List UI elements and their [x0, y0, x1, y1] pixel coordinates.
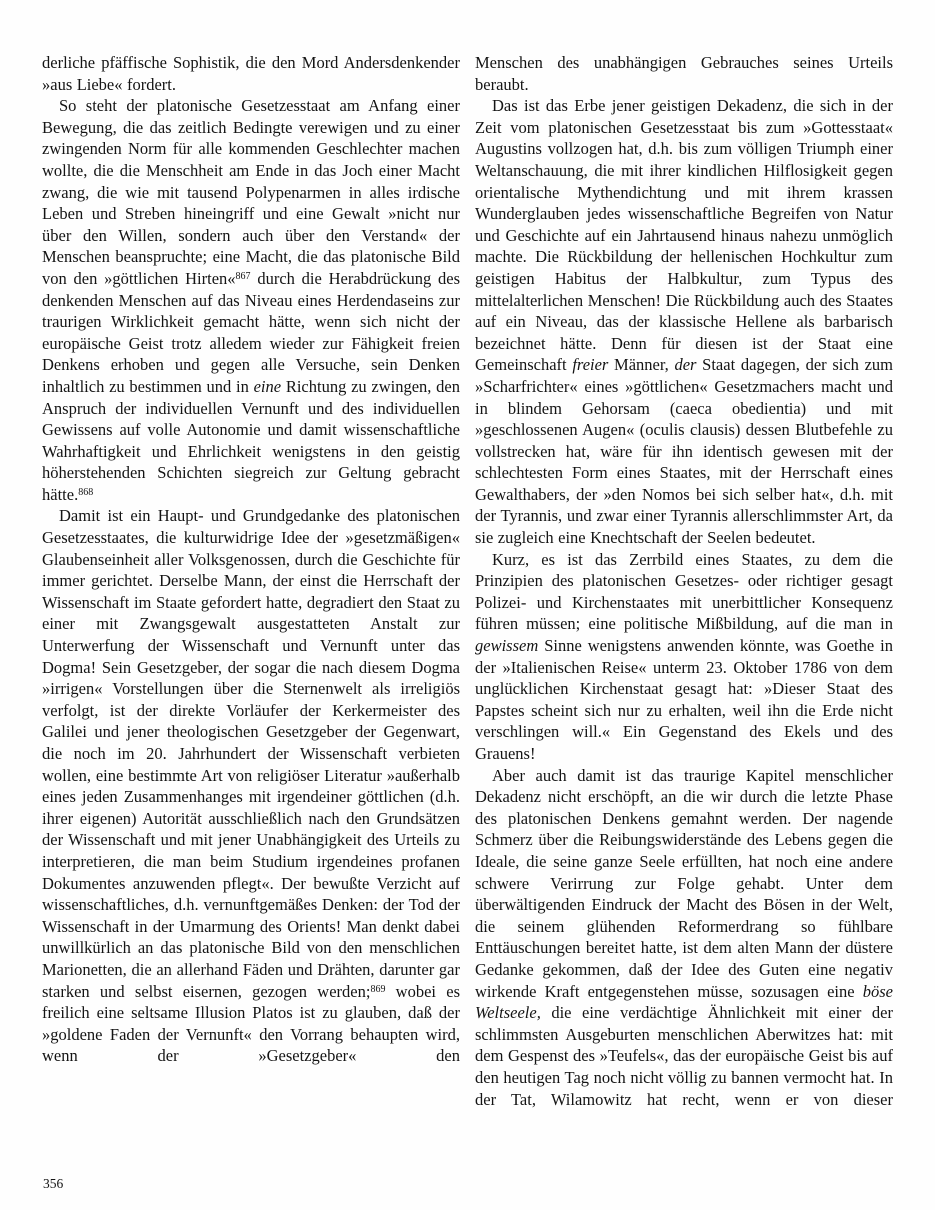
footnote-reference: 869 — [370, 984, 386, 996]
body-text: Staat dagegen, der sich zum »Scharfrichter« eines »göttlichen« Gesetzmachers macht und in blindem Gehorsam (caeca obedientia) und mit »geschlossenen Augen« (oculis clausis) dessen Blutbefehle zu vollstrecken hat, wäre für ihn identisch gewesen mit der schlechtesten Form eines Staates, mit der Herrschaft eines Gewalthabers, der »den Nomos bei sich selber hat«, d.h. mit der Tyrannis, und zwar einer Tyrannis allerschlimmster Art, da sie zugleich eine Knechtschaft der Seelen bedeutet. — [475, 355, 893, 548]
body-text: durch die Herabdrückung des denkenden Menschen auf das Niveau eines Herdendaseins zur traurigen Wirklichkeit gemacht hätte, wenn sich nicht der europäische Geist trotz alledem wieder zur Fähigkeit freien Denkens erhoben und gegen alle Versuche, sein Denken inhaltlich zu bestimmen und in — [42, 268, 460, 396]
body-text: Menschen des unabhängigen Gebrauches seines Urteils beraubt. — [475, 53, 893, 94]
italic-text: der — [674, 355, 697, 375]
paragraph — [42, 52, 460, 95]
italic-text: freier — [572, 355, 609, 375]
body-text: Männer, — [608, 355, 675, 375]
italic-text: gewissem — [475, 636, 539, 656]
italic-text: eine — [253, 376, 282, 396]
italic-text: böse Weltseele, — [475, 981, 893, 1023]
paragraph — [475, 95, 893, 548]
body-text: Kurz, es ist das Zerrbild eines Staates, zu dem die Prinzipien des platonischen Gesetzes- oder richtiger gesagt Polizei- und Kirchenstaates mit unerbittlicher Konsequenz führen müssen; eine politische Mißbildung, auf die man in — [475, 549, 893, 634]
body-text: Richtung zu zwingen, den Anspruch der individuellen Vernunft und des individuellen Gewissens auf volle Autonomie und damit wissenschaftliche Wahrhaftigkeit und Ehrlichkeit wenigstens in den geistig höherstehenden Schichten siegreich zur Geltung gebracht hätte. — [42, 376, 460, 504]
left-column — [42, 52, 460, 1110]
body-text: So steht der platonische Gesetzesstaat am Anfang einer Bewegung, die das zeitlich Bedingte verewigen und zu einer zwingenden Norm für alle kommenden Geschlechter machen wollte, die die Menschheit am Ende in das Joch einer Macht zwang, die wie mit tausend Polypenarmen in alles irdische Leben und Streben hineingriff und eine Gewalt »nicht nur über den Willen, sondern auch über den Verstand« der Menschen beanspruchte; eine Macht, die das platonische Bild von den »göttlichen Hirten« — [42, 96, 460, 288]
text-area — [42, 52, 893, 1110]
body-text: Damit ist ein Haupt- und Grundgedanke des platonischen Gesetzesstaates, die kulturwidrige Idee der »gesetzmäßigen« Glaubenseinheit aller Volksgenossen, durch die Geschichte für immer gerichtet. Derselbe Mann, der einst die Herrschaft der Wissenschaft im Staate gefordert hatte, degradiert den Staat zu einer mit Zwangsgewalt ausgestatteten Anstalt zur Unterwerfung der Wissenschaft und Vernunft unter das Dogma! Sein Gesetzgeber, der sogar die nach diesem Dogma »irrigen« Vorstellungen über die Sternenwelt als irreligiös verfolgt, ist der direkte Vorläufer der Kerkermeister des Galilei und jener theologischen Gesetzgeber der Gegenwart, die noch im 20. Jahrhundert der Wissenschaft verbieten wollen, eine bestimmte Art von religiöser Literatur »außerhalb eines jeden Zusammenhanges mit irgendeiner göttlichen (d.h. ihrer eigenen) Autorität ausschließlich nach den Grundsätzen der Wissenschaft und mit jener Unabhängigkeit des Urteils zu interpretieren, die man beim Studium irgendeines profanen Dokumentes anzuwenden pflegt«. Der bewußte Verzicht auf wissenschaftliches, d.h. vernunftgemäßes Denken: der Tod der Wissenschaft in der Umarmung des Orients! Man denkt dabei unwillkürlich an das platonische Bild von den menschlichen Marionetten, die an allerhand Fäden und Drähten, darunter gar starken und selbst eisernen, gezogen werden; — [42, 506, 460, 1001]
body-text: Sinne wenigstens anwenden könnte, was Goethe in der »Italienischen Reise« unterm 23. Oktober 1786 von dem unglücklichen Kirchenstaat gesagt hat: »Dieser Staat des Papstes scheint sich nur zu erhalten, weil ihn die Erde nicht verschlingen will.« Ein Gegenstand des Ekels und des Grauens! — [475, 636, 893, 763]
footnote-reference: 868 — [78, 487, 94, 499]
paragraph — [475, 549, 893, 765]
body-text: Aber auch damit ist das traurige Kapitel menschlicher Dekadenz nicht erschöpft, an die wir durch die letzte Phase des platonischen Denkens gemahnt werden. Der nagende Schmerz über die Reibungswiderstände des Lebens gegen die Ideale, die seine ganze Seele erfüllten, hat noch eine andere schwere Verirrung zur Folge gehabt. Unter dem überwältigenden Eindruck der Macht des Bösen in der Welt, die seinem glühenden Reformerdrang so fühlbare Enttäuschungen bereitet hatte, ist dem alten Mann der düstere Gedanke gekommen, daß der Idee des Guten eine negativ wirkende Kraft entgegenstehen müsse, sozusagen eine — [475, 765, 893, 1001]
footnote-reference: 867 — [235, 271, 251, 283]
body-text: die eine verdächtige Ähnlichkeit mit einer der schlimmsten Ausgeburten menschlichen Aberwitzes hat: mit dem Gespenst des »Teufels«, das der europäische Geist bis auf den heutigen Tag noch nicht völlig zu bannen vermocht hat. In der Tat, Wilamowitz hat recht, wenn er von dieser — [475, 1003, 893, 1109]
paragraph — [475, 765, 893, 1111]
paragraph — [42, 505, 460, 1066]
body-text: wobei es freilich eine seltsame Illusion Platos ist zu glauben, daß der »goldene Faden der Vernunft« den Vorrang behaupten wird, wenn der »Gesetzgeber« den — [42, 981, 461, 1066]
paragraph — [42, 95, 460, 505]
paragraph — [475, 52, 893, 95]
body-text: Das ist das Erbe jener geistigen Dekadenz, die sich in der Zeit vom platonischen Gesetzesstaat bis zum »Gottesstaat« Augustins vollzogen hat, d.h. bis zum völligen Triumph einer Weltanschauung, die mit ihrer kindlichen Hilflosigkeit gegen orientalische Mythendichtung und mit ihrem krassen Wunderglauben jedes wissenschaftliche Begreifen von Natur und Geschichte auf ein Jahrtausend hinaus nahezu unmöglich machte. Die Rückbildung der hellenischen Hochkultur zum geistigen Habitus der Halbkultur, zum Typus des mittelalterlichen Menschen! Die Rückbildung auch des Staates auf ein Niveau, das der klassische Hellene als barbarisch bezeichnet hätte. Denn für diesen ist der Staat eine Gemeinschaft — [475, 96, 893, 375]
page-number: 356 — [43, 1176, 64, 1191]
right-column — [475, 52, 893, 1110]
body-text: derliche pfäffische Sophistik, die den Mord Andersdenkender »aus Liebe« fordert. — [42, 53, 460, 94]
